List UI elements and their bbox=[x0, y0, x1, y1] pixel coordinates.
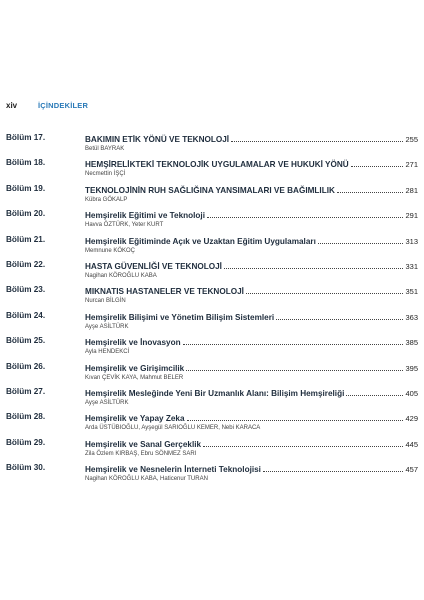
dot-leader bbox=[183, 344, 404, 345]
chapter-title: TEKNOLOJİNİN RUH SAĞLIĞINA YANSIMALARI VE BAĞIMLILIK bbox=[85, 185, 335, 195]
dot-leader bbox=[337, 192, 404, 193]
entry-title-row bbox=[85, 285, 418, 296]
toc-entry[interactable] bbox=[6, 438, 418, 463]
entry-title-row bbox=[85, 412, 418, 423]
chapter-author: Ayşe ASİLTÜRK bbox=[85, 323, 129, 330]
chapter-author: Havva ÖZTÜRK, Yeter KURT bbox=[85, 222, 164, 229]
chapter-number: Bölüm 30. bbox=[6, 463, 46, 473]
entry-title-row bbox=[85, 336, 418, 347]
dot-leader bbox=[203, 446, 403, 447]
toc-entry[interactable] bbox=[6, 362, 418, 387]
chapter-title: Hemşirelik ve İnovasyon bbox=[85, 338, 181, 348]
page-reference: 271 bbox=[405, 160, 418, 170]
toc-entry[interactable] bbox=[6, 184, 418, 209]
chapter-number: Bölüm 26. bbox=[6, 361, 46, 371]
dot-leader bbox=[224, 268, 404, 269]
toc-entry[interactable] bbox=[6, 387, 418, 412]
entry-title-row bbox=[85, 438, 418, 449]
dot-leader bbox=[186, 370, 403, 371]
chapter-number: Bölüm 25. bbox=[6, 336, 46, 346]
chapter-title: Hemşirelik Bilişimi ve Yönetim Bilişim Sistemleri bbox=[85, 312, 275, 322]
chapter-title: Hemşirelik ve Sanal Gerçeklik bbox=[85, 439, 202, 449]
chapter-number: Bölüm 29. bbox=[6, 437, 46, 447]
page-number: xiv bbox=[6, 101, 18, 110]
page-reference: 385 bbox=[405, 338, 418, 348]
toc-entry[interactable] bbox=[6, 158, 418, 183]
entry-title-row bbox=[85, 235, 418, 246]
page-reference: 331 bbox=[405, 261, 418, 271]
chapter-number: Bölüm 18. bbox=[6, 158, 46, 168]
toc-entry[interactable] bbox=[6, 209, 418, 234]
toc-entry[interactable] bbox=[6, 463, 418, 488]
entry-title-row bbox=[85, 387, 418, 398]
chapter-title: Hemşirelik ve Nesnelerin İnterneti Teknolojisi bbox=[85, 465, 261, 475]
chapter-number: Bölüm 17. bbox=[6, 133, 46, 142]
chapter-author: Nurcan BİLGİN bbox=[85, 298, 126, 305]
chapter-author: Ayla HENDEKCİ bbox=[85, 349, 130, 356]
chapter-author: Nagihan KÖROĞLU KABA, Haticenur TURAN bbox=[85, 476, 208, 483]
dot-leader bbox=[263, 471, 404, 472]
dot-leader bbox=[231, 141, 403, 142]
chapter-title: Hemşirelik ve Girişimcilik bbox=[85, 363, 185, 373]
chapter-title: Hemşirelik Eğitiminde Açık ve Uzaktan Eğitim Uygulamaları bbox=[85, 236, 316, 246]
chapter-number: Bölüm 24. bbox=[6, 310, 46, 320]
dot-leader bbox=[318, 243, 404, 244]
toc-entry[interactable] bbox=[6, 285, 418, 310]
chapter-author: Ayşe ASİLTÜRK bbox=[85, 399, 129, 406]
chapter-title: Hemşirelik Eğitimi ve Teknoloji bbox=[85, 211, 205, 221]
table-of-contents bbox=[6, 133, 418, 488]
dot-leader bbox=[246, 293, 404, 294]
chapter-number: Bölüm 28. bbox=[6, 412, 46, 422]
entry-title-row bbox=[85, 133, 418, 144]
chapter-title: BAKIMIN ETİK YÖNÜ VE TEKNOLOJİ bbox=[85, 135, 230, 144]
page-reference: 363 bbox=[405, 312, 418, 322]
entry-title-row bbox=[85, 463, 418, 474]
chapter-number: Bölüm 27. bbox=[6, 386, 46, 396]
toc-entry[interactable] bbox=[6, 336, 418, 361]
section-title: İÇİNDEKİLER bbox=[38, 101, 89, 110]
chapter-title: Hemşirelik ve Yapay Zeka bbox=[85, 414, 185, 424]
page-reference: 281 bbox=[405, 185, 418, 195]
page-reference: 445 bbox=[405, 439, 418, 449]
dot-leader bbox=[207, 217, 404, 218]
chapter-title: HASTA GÜVENLİĞİ VE TEKNOLOJİ bbox=[85, 261, 222, 271]
chapter-author: Necmettin İŞÇİ bbox=[85, 171, 126, 178]
toc-entry[interactable] bbox=[6, 235, 418, 260]
chapter-author: Arda ÜSTÜBIOĞLU, Ayşegül SARIOĞLU KEMER, Nebi KARACA bbox=[85, 425, 261, 432]
page-reference: 291 bbox=[405, 211, 418, 221]
entry-title-row bbox=[85, 311, 418, 322]
entry-title-row bbox=[85, 362, 418, 373]
page-reference: 351 bbox=[405, 287, 418, 297]
chapter-number: Bölüm 20. bbox=[6, 209, 46, 219]
dot-leader bbox=[187, 420, 404, 421]
toc-entry[interactable] bbox=[6, 260, 418, 285]
chapter-author: Nagihan KÖROĞLU KABA bbox=[85, 272, 157, 279]
chapter-number: Bölüm 21. bbox=[6, 234, 46, 244]
chapter-author: Kübra GÖKALP bbox=[85, 196, 128, 203]
chapter-author: Betül BAYRAK bbox=[85, 146, 125, 152]
chapter-title: HEMŞİRELİKTEKİ TEKNOLOJİK UYGULAMALAR VE HUKUKİ YÖNÜ bbox=[85, 160, 349, 170]
chapter-author: Zila Özlem KIRBAŞ, Ebru SÖNMEZ SARI bbox=[85, 450, 197, 457]
dot-leader bbox=[346, 395, 403, 396]
chapter-number: Bölüm 23. bbox=[6, 285, 46, 295]
entry-title-row bbox=[85, 260, 418, 271]
chapter-title: MIKNATIS HASTANELER VE TEKNOLOJİ bbox=[85, 287, 244, 297]
chapter-number: Bölüm 22. bbox=[6, 259, 46, 269]
toc-entry[interactable] bbox=[6, 412, 418, 437]
chapter-title: Hemşirelik Mesleğinde Yeni Bir Uzmanlık Alanı: Bilişim Hemşireliği bbox=[85, 388, 345, 398]
chapter-author: Kıvan ÇEVİK KAYA, Mahmut BELER bbox=[85, 374, 184, 381]
chapter-number: Bölüm 19. bbox=[6, 183, 46, 193]
page-reference: 255 bbox=[405, 135, 418, 144]
toc-entry[interactable] bbox=[6, 311, 418, 336]
entry-title-row bbox=[85, 209, 418, 220]
page-reference: 457 bbox=[405, 465, 418, 475]
page-reference: 313 bbox=[405, 236, 418, 246]
page-reference: 395 bbox=[405, 363, 418, 373]
page-header bbox=[6, 101, 418, 113]
entry-title-row bbox=[85, 158, 418, 169]
chapter-author: Memnune KÖKOÇ bbox=[85, 247, 136, 254]
page-reference: 429 bbox=[405, 414, 418, 424]
entry-title-row bbox=[85, 184, 418, 195]
toc-entry[interactable] bbox=[6, 133, 418, 158]
dot-leader bbox=[351, 166, 404, 167]
dot-leader bbox=[276, 319, 403, 320]
page-reference: 405 bbox=[405, 388, 418, 398]
